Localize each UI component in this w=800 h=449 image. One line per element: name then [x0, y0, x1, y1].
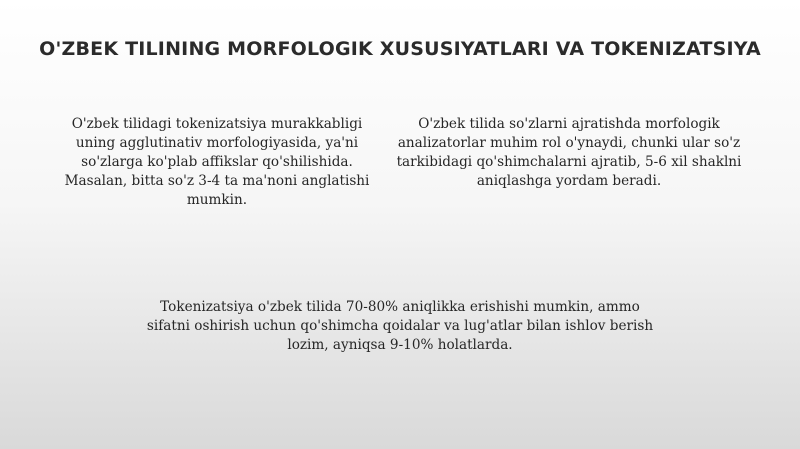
text-block-right: O'zbek tilida so'zlarni ajratishda morfologik analizatorlar muhim rol o'ynaydi, chunki ular so'z tarkibidagi qo'shimchalarni ajratib, 5-6 xil shaklni aniqlashga yordam beradi. — [396, 116, 742, 189]
text-block-bottom: Tokenizatsiya o'zbek tilida 70-80% aniqlikka erishishi mumkin, ammo sifatni oshirish uchun qo'shimcha qoidalar va lug'atlar bilan ishlov berish lozim, ayniqsa 9-10% holatlarda. — [146, 299, 654, 353]
slide-title: O'ZBEK TILINING MORFOLOGIK XUSUSIYATLARI VA TOKENIZATSIYA — [39, 38, 761, 60]
text-block-left: O'zbek tilidagi tokenizatsiya murakkabligi uning agglutinativ morfologiyasida, ya'ni so'zlarga ko'plab affikslar qo'shilishida. Masalan, bitta so'z 3-4 ta ma'noni anglatishi mumkin. — [64, 116, 370, 208]
